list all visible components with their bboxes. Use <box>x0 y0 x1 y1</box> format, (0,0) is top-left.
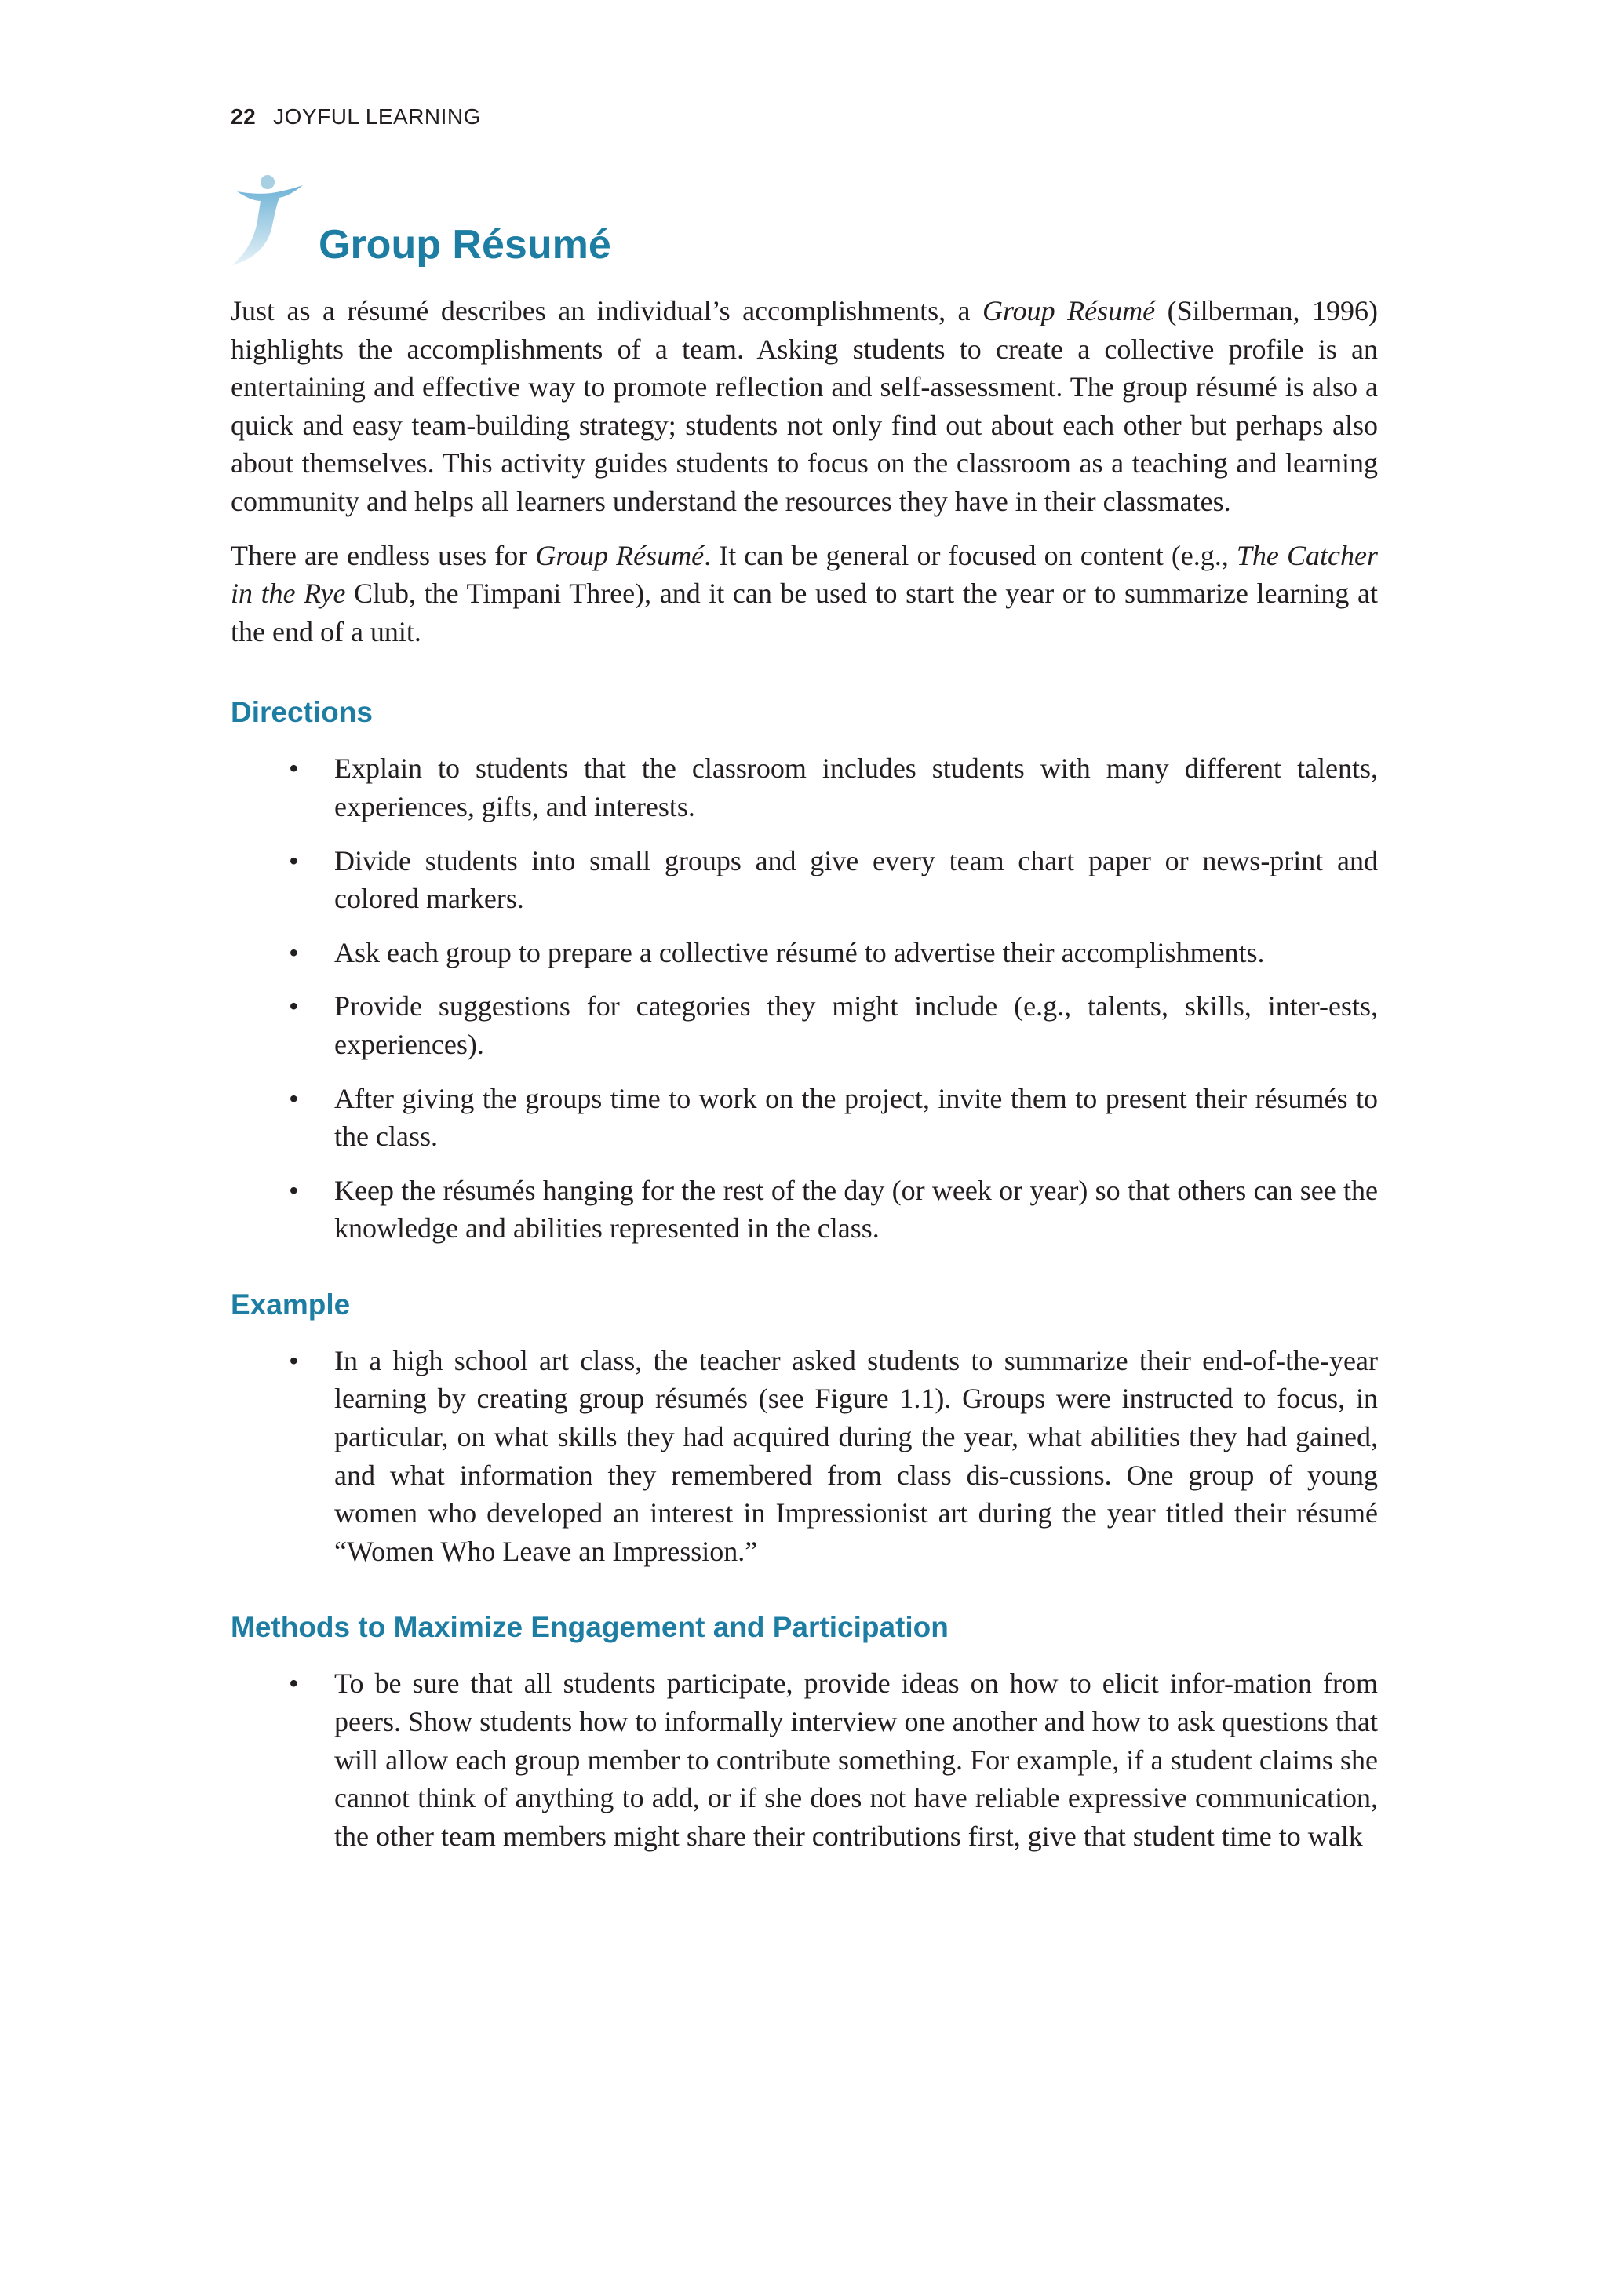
page-number: 22 <box>231 104 257 129</box>
list-item-text: After giving the groups time to work on the project, invite them to present their résumés to the class. <box>334 1082 1378 1153</box>
list-item <box>231 934 1378 972</box>
title-block <box>231 174 701 268</box>
directions-list <box>231 749 1378 1248</box>
intro-p1-italic: Group Résumé <box>982 295 1156 326</box>
list-item <box>231 1342 1378 1571</box>
bullet-icon: • <box>289 990 299 1022</box>
page-title: Group Résumé <box>319 222 611 268</box>
intro-paragraph-1 <box>231 292 1378 521</box>
main-content <box>231 292 1378 1871</box>
bullet-icon: • <box>289 1174 299 1206</box>
example-heading: Example <box>231 1288 351 1321</box>
list-item-text: Provide suggestions for categories they might include (e.g., talents, skills, inter-ests, experiences). <box>334 990 1378 1060</box>
figure-logo-icon <box>231 174 317 268</box>
list-item <box>231 1172 1378 1248</box>
list-item <box>231 1080 1378 1156</box>
running-header <box>231 104 481 129</box>
list-item <box>231 987 1378 1063</box>
intro-p2-text-b: . It can be general or focused on content (e.g., <box>704 539 1237 571</box>
bullet-icon: • <box>289 1667 299 1700</box>
bullet-icon: • <box>289 1344 299 1376</box>
list-item-text: To be sure that all students participate, provide ideas on how to elicit infor-mation from peers. Show students how to informally interview one another and how to ask questions that will allow each group member to contribute something. For example, if a student claims she cannot think of anything to add, or if she does not have reliable expressive communication, the other team members might share their contributions first, give that student time to walk <box>334 1667 1378 1852</box>
intro-p2-italic-b: The Catcher in the Rye <box>231 539 1378 610</box>
list-item-text: Explain to students that the classroom includes students with many different talents, experiences, gifts, and interests. <box>334 753 1378 822</box>
intro-p2-text-a: There are endless uses for <box>231 539 536 571</box>
bullet-icon: • <box>289 1082 299 1114</box>
intro-p1-text-a: Just as a résumé describes an individual’s accomplishments, a <box>231 295 982 326</box>
methods-list <box>231 1664 1378 1855</box>
intro-p1-text-b: (Silberman, 1996) highlights the accomplishments of a team. Asking students to create a collective profile is an entertaining and effective way to promote reflection and self-assessment. The group résumé is also a quick and easy team-building strategy; students not only find out about each other but perhaps also about themselves. This activity guides students to focus on the classroom as a teaching and learning community and helps all learners understand the resources they have in their classmates. <box>231 295 1378 517</box>
list-item <box>231 842 1378 918</box>
directions-heading: Directions <box>231 696 373 729</box>
list-item-text: Keep the résumés hanging for the rest of the day (or week or year) so that others can see the knowledge and abilities represented in the class. <box>334 1174 1378 1245</box>
intro-p2-italic-a: Group Résumé <box>535 539 705 571</box>
list-item-text: Ask each group to prepare a collective résumé to advertise their accomplishments. <box>334 936 1265 968</box>
bullet-icon: • <box>289 936 299 968</box>
intro-paragraph-2 <box>231 537 1378 651</box>
running-title: JOYFUL LEARNING <box>273 104 481 129</box>
bullet-icon: • <box>289 753 299 785</box>
intro-p2-text-c: Club, the Timpani Three), and it can be used to start the year or to summarize learning at the end of a unit. <box>231 578 1378 647</box>
methods-heading: Methods to Maximize Engagement and Participation <box>231 1611 949 1644</box>
list-item <box>231 1664 1378 1855</box>
list-item-text: In a high school art class, the teacher asked students to summarize their end-of-the-year learning by creating group résumés (see Figure 1.1). Groups were instructed to focus, in particular, on what skills they had acquired during the year, what abilities they had gained, and what information they remembered from class dis-cussions. One group of young women who developed an interest in Impressionist art during the year titled their résumé “Women Who Leave an Impression.” <box>334 1344 1378 1567</box>
list-item <box>231 749 1378 825</box>
list-item-text: Divide students into small groups and give every team chart paper or news-print and colored markers. <box>334 844 1378 915</box>
example-list <box>231 1342 1378 1571</box>
bullet-icon: • <box>289 844 299 876</box>
